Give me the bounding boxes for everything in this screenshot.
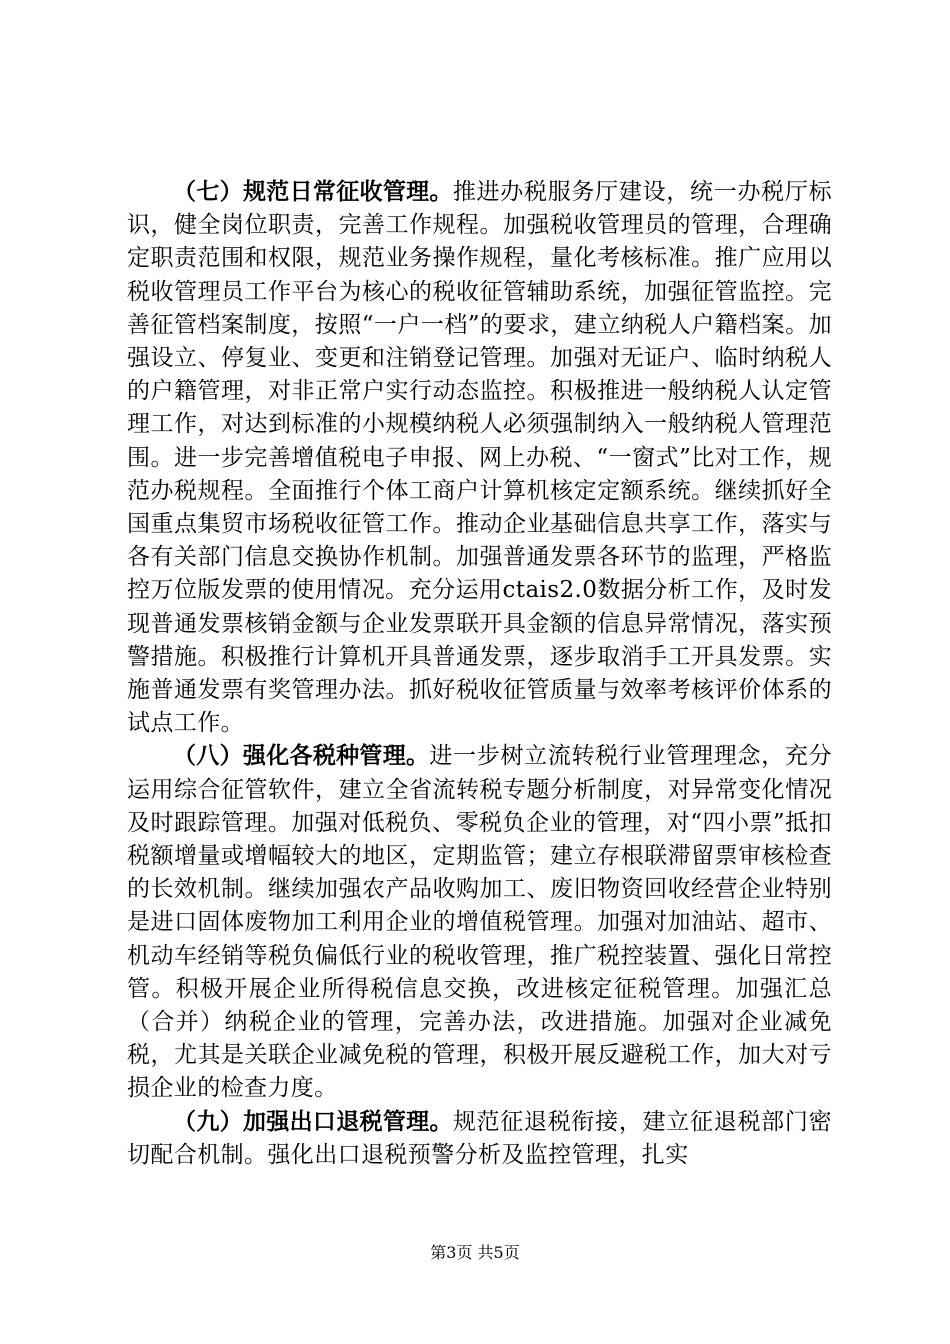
paragraph-section-8 bbox=[127, 740, 832, 1105]
section-9-heading: （九）加强出口退税管理。 bbox=[173, 1108, 453, 1135]
page-footer bbox=[0, 1243, 950, 1263]
document-body bbox=[127, 176, 832, 1172]
paragraph-section-7 bbox=[127, 176, 832, 740]
section-8-heading: （八）强化各税种管理。 bbox=[173, 743, 430, 770]
section-7-heading: （七）规范日常征收管理。 bbox=[173, 179, 453, 205]
page-number-label: 第3页 共5页 bbox=[430, 1243, 520, 1262]
section-9-text: 规范征退税衔接，建立征退税部门密切配合机制。强化出口退税预警分析及监控管理，扎实 bbox=[127, 1108, 833, 1168]
section-8-text: 进一步树立流转税行业管理理念，充分运用综合征管软件，建立全省流转税专题分析制度，对异常变化情况及时跟踪管理。加强对低税负、零税负企业的管理，对“四小票”抵扣税额增量或增幅较大的地区，定期监管；建立存根联滞留票审核检查的长效机制。继续加强农产品收购加工、废旧物资回收经营企业特别是进口固体废物加工利用企业的增值税管理。加强对加油站、超市、机动车经销等税负偏低行业的税收管理，推广税控装置、强化日常控管。积极开展企业所得税信息交换，改进核定征税管理。加强汇总（合并）纳税企业的管理，完善办法，改进措施。加强对企业减免税，尤其是关联企业减免税的管理，积极开展反避税工作，加大对亏损企业的检查力度。 bbox=[127, 743, 832, 1102]
section-7-text: 推进办税服务厅建设，统一办税厅标识，健全岗位职责，完善工作规程。加强税收管理员的管理，合理确定职责范围和权限，规范业务操作规程，量化考核标准。推广应用以税收管理员工作平台为核心的税收征管辅助系统，加强征管监控。完善征管档案制度，按照“一户一档”的要求，建立纳税人户籍档案。加强设立、停复业、变更和注销登记管理。加强对无证户、临时纳税人的户籍管理，对非正常户实行动态监控。积极推进一般纳税人认定管理工作，对达到标准的小规模纳税人必须强制纳入一般纳税人管理范围。进一步完善增值税电子申报、网上办税、“一窗式”比对工作，规范办税规程。全面推行个体工商户计算机核定定额系统。继续抓好全国重点集贸市场税收征管工作。推动企业基础信息共享工作，落实与各有关部门信息交换协作机制。加强普通发票各环节的监理，严格监控万位版发票的使用情况。充分运用ctais2.0数据分析工作，及时发现普通发票核销金额与企业发票联开具金额的信息异常情况，落实预警措施。积极推行计算机开具普通发票，逐步取消手工开具发票。实施普通发票有奖管理办法。抓好税收征管质量与效率考核评价体系的试点工作。 bbox=[127, 179, 833, 737]
paragraph-section-9 bbox=[127, 1106, 832, 1172]
